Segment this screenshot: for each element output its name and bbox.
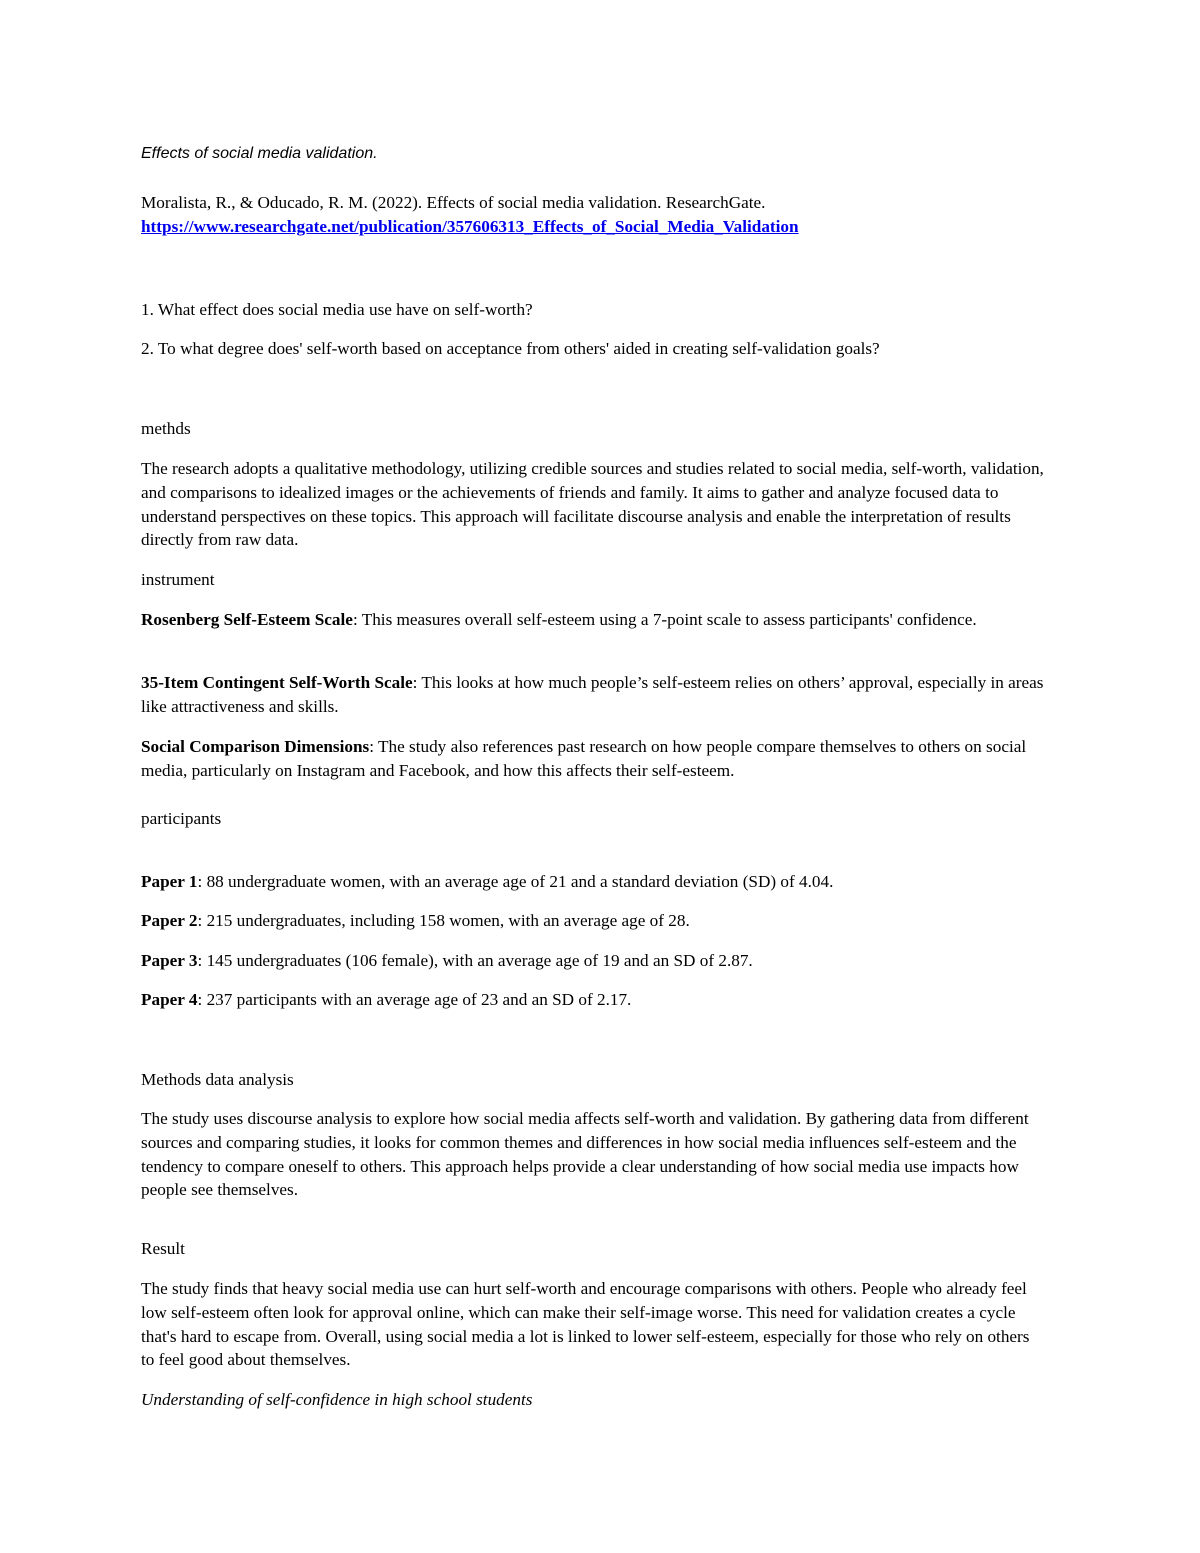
document-title: Effects of social media validation. — [141, 145, 378, 162]
result-heading: Result — [141, 1239, 185, 1258]
instrument-item — [141, 671, 1046, 719]
instrument-term: Social Comparison Dimensions — [141, 737, 370, 756]
paper-term: Paper 4 — [141, 990, 198, 1009]
methods-heading: methds — [141, 419, 191, 438]
citation-text: Moralista, R., & Oducado, R. M. (2022). Effects of social media validation. ResearchGate. — [141, 193, 766, 212]
instrument-desc: : This looks at how much people’s self-esteem relies on others’ approval, especially in areas like attractiveness and skills. — [141, 673, 1044, 716]
paper-item — [141, 870, 1046, 894]
instrument-desc: : The study also references past research on how people compare themselves to others on social media, particularly on Instagram and Facebook, and how this affects their self-esteem. — [141, 737, 1027, 780]
result-body: The study finds that heavy social media use can hurt self-worth and encourage comparisons with others. People who already feel low self-esteem often look for approval online, which can make their self-image worse. This need for validation creates a cycle that's hard to escape from. Overall, using social media a lot is linked to lower self-esteem, especially for those who rely on others to feel good about themselves. — [141, 1279, 1030, 1370]
instrument-heading: instrument — [141, 570, 215, 589]
paper-item — [141, 949, 1046, 973]
instrument-desc: : This measures overall self-esteem using a 7-point scale to assess participants' confidence. — [352, 610, 977, 629]
paper-term: Paper 3 — [141, 951, 198, 970]
paper-item — [141, 909, 1046, 933]
paper-term: Paper 1 — [141, 872, 198, 891]
paper-desc: : 88 undergraduate women, with an average age of 21 and a standard deviation (SD) of 4.04. — [197, 872, 834, 891]
instrument-item — [141, 608, 1046, 632]
instrument-term: Rosenberg Self-Esteem Scale — [141, 610, 353, 629]
research-question-2: 2. To what degree does' self-worth based on acceptance from others' aided in creating self-validation goals? — [141, 339, 880, 358]
methods-body: The research adopts a qualitative methodology, utilizing credible sources and studies related to social media, self-worth, validation, and comparisons to idealized images or the achievements of friends and family. It aims to gather and analyze focused data to understand perspectives on these topics. This approach will facilitate discourse analysis and enable the interpretation of results directly from raw data. — [141, 459, 1044, 550]
citation-link[interactable]: https://www.researchgate.net/publication/357606313_Effects_of_Social_Media_Validation — [141, 216, 799, 236]
next-section-title: Understanding of self-confidence in high school students — [141, 1390, 533, 1409]
analysis-body: The study uses discourse analysis to explore how social media affects self-worth and validation. By gathering data from different sources and comparing studies, it looks for common themes and differences in how social media influences self-esteem and the tendency to compare oneself to others. This approach helps provide a clear understanding of how social media use impacts how people see themselves. — [141, 1109, 1029, 1200]
analysis-heading: Methods data analysis — [141, 1070, 294, 1089]
citation — [141, 191, 1046, 239]
paper-desc: : 145 undergraduates (106 female), with an average age of 19 and an SD of 2.87. — [197, 951, 753, 970]
instrument-item — [141, 735, 1046, 783]
paper-desc: : 215 undergraduates, including 158 women, with an average age of 28. — [197, 911, 690, 930]
paper-term: Paper 2 — [141, 911, 198, 930]
instrument-term: 35-Item Contingent Self-Worth Scale — [141, 673, 413, 692]
document-page — [141, 0, 1061, 1553]
participants-heading: participants — [141, 809, 222, 828]
research-question-1: 1. What effect does social media use have on self-worth? — [141, 300, 533, 319]
paper-item — [141, 988, 1046, 1012]
paper-desc: : 237 participants with an average age of 23 and an SD of 2.17. — [197, 990, 632, 1009]
